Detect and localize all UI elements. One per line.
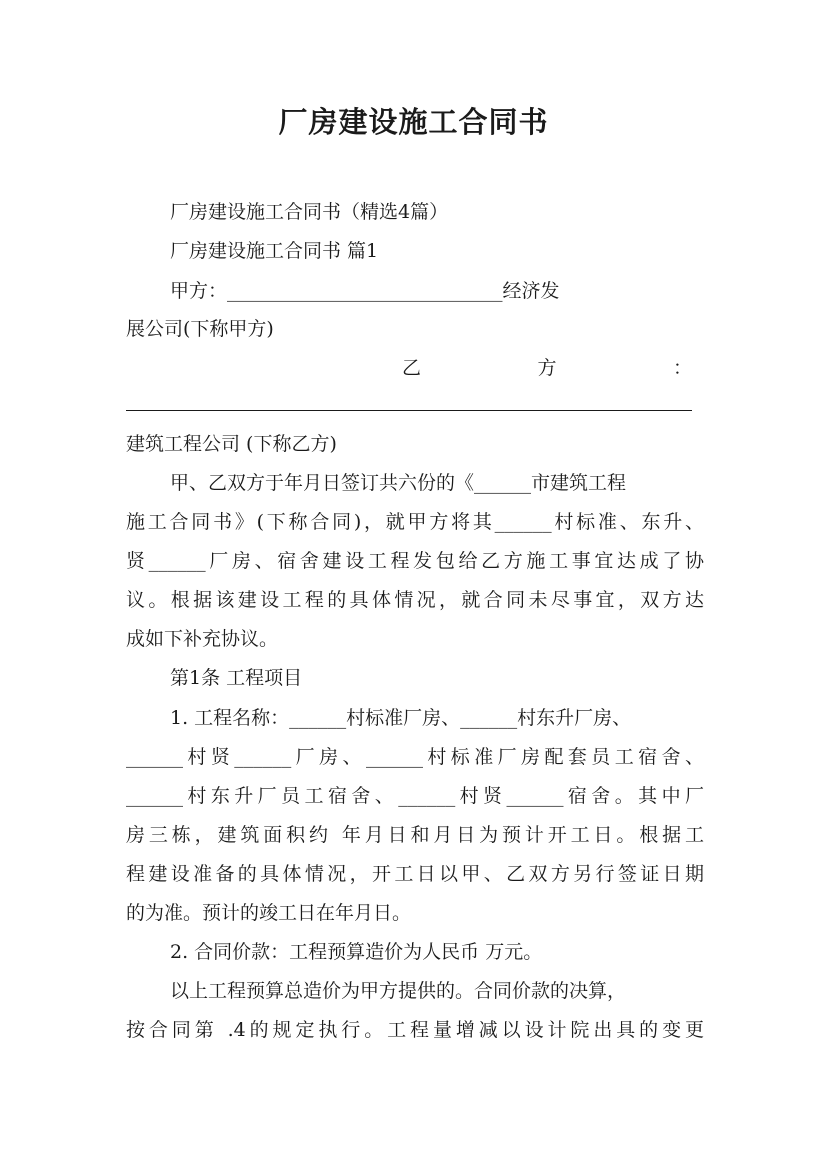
paragraph-line: 按合同第 .4的规定执行。工程量增减以设计院出具的变更 bbox=[126, 1019, 704, 1041]
party-a-continued: 展公司(下称甲方) bbox=[126, 318, 274, 340]
document-title: 厂房建设施工合同书 bbox=[278, 105, 549, 139]
paragraph-line: 施工合同书》(下称合同)，就甲方将其______村标准、东升、 bbox=[126, 511, 704, 533]
party-b-company: 建筑工程公司 (下称乙方) bbox=[126, 433, 337, 455]
party-a-line: 甲方：_____________________________经济发 bbox=[170, 280, 560, 302]
paragraph-line: 甲、乙双方于年月日签订共六份的《______市建筑工程 bbox=[170, 472, 627, 494]
paragraph-line: 的为准。预计的竣工日在年月日。 bbox=[126, 902, 412, 924]
paragraph-line: 成如下补充协议。 bbox=[126, 628, 279, 650]
paragraph-line: 贤______厂房、宿舍建设工程发包给乙方施工事宜达成了协 bbox=[126, 550, 704, 572]
paragraph-line: 1. 工程名称：______村标准厂房、______村东升厂房、 bbox=[170, 707, 632, 729]
paragraph-line: 2. 合同价款：工程预算造价为人民币 万元。 bbox=[170, 941, 543, 963]
paragraph-line: 房三栋，建筑面积约 年月日和月日为预计开工日。根据工 bbox=[126, 824, 704, 846]
party-b-blank-rule bbox=[126, 410, 692, 411]
paragraph-line: 程建设准备的具体情况，开工日以甲、乙双方另行签证日期 bbox=[126, 863, 704, 885]
paragraph-line: 以上工程预算总造价为甲方提供的。合同价款的决算， bbox=[170, 980, 627, 1002]
paragraph-line: ______村贤______厂房、______村标准厂房配套员工宿舍、 bbox=[126, 746, 704, 768]
paragraph-line: ______村东升厂员工宿舍、______村贤______宿舍。其中厂 bbox=[126, 785, 704, 807]
subtitle-collection: 厂房建设施工合同书（精选4篇） bbox=[170, 201, 449, 223]
party-b-line: 乙 方 ： bbox=[402, 357, 692, 379]
paragraph-line: 议。根据该建设工程的具体情况，就合同未尽事宜，双方达 bbox=[126, 589, 704, 611]
subtitle-part-1: 厂房建设施工合同书 篇1 bbox=[170, 240, 379, 262]
section-heading: 第1条 工程项目 bbox=[170, 667, 303, 689]
